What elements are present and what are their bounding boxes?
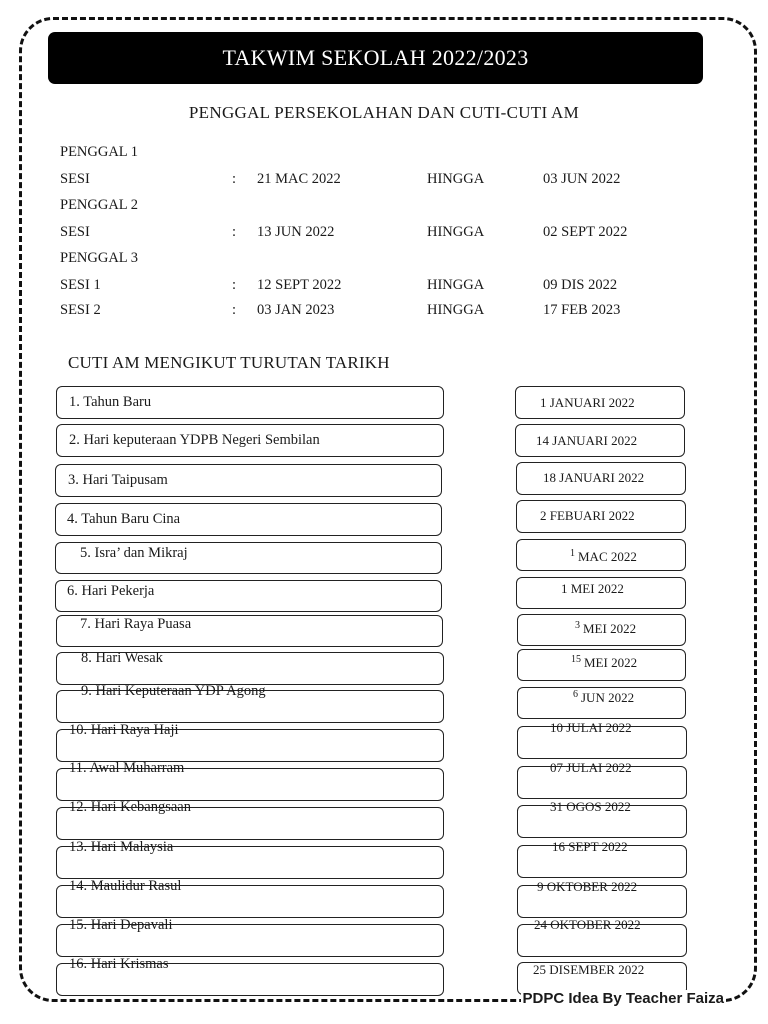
holiday-name: 7. Hari Raya Puasa	[80, 616, 192, 632]
holiday-name: 9. Hari Keputeraan YDP Agong	[81, 683, 266, 699]
term-1-until: HINGGA	[427, 171, 485, 187]
holiday-name: 15. Hari Depavali	[69, 917, 173, 933]
holiday-date-day: 6	[573, 689, 578, 700]
term-3-heading: PENGGAL 3	[60, 250, 139, 266]
holiday-date: 1 MEI 2022	[561, 581, 624, 596]
section-title: PENGGAL PERSEKOLAHAN DAN CUTI-CUTI AM	[188, 103, 580, 122]
holiday-name: 6. Hari Pekerja	[67, 583, 155, 599]
holiday-date-month: MAC 2022	[578, 549, 637, 564]
holiday-date	[575, 620, 636, 637]
term-1-heading: PENGGAL 1	[60, 144, 139, 160]
term-1-session-label: SESI	[60, 171, 90, 187]
term-3-session-1-end-date: 09 DIS 2022	[543, 277, 618, 293]
holiday-date-day: 15	[571, 654, 581, 665]
term-2-session-label: SESI	[60, 224, 90, 240]
holiday-name: 10. Hari Raya Haji	[69, 722, 179, 738]
holiday-name: 3. Hari Taipusam	[68, 472, 168, 488]
holiday-name: 16. Hari Krismas	[69, 956, 169, 972]
holiday-name: 4. Tahun Baru Cina	[67, 511, 181, 527]
holiday-date-month: MEI 2022	[584, 655, 638, 670]
holiday-date: 10 JULAI 2022	[550, 720, 632, 735]
holiday-name: 13. Hari Malaysia	[69, 839, 174, 855]
holiday-name: 5. Isra’ dan Mikraj	[80, 545, 188, 561]
holiday-date	[571, 654, 637, 671]
holiday-date: 16 SEPT 2022	[552, 839, 628, 854]
term-3-session-2-colon: :	[232, 302, 237, 318]
holiday-name: 1. Tahun Baru	[69, 394, 152, 410]
holiday-date-month: JUN 2022	[581, 690, 635, 705]
term-1-colon: :	[232, 171, 237, 187]
footer-credit: PDPC Idea By Teacher Faiza	[522, 990, 724, 1007]
holiday-list-heading: CUTI AM MENGIKUT TURUTAN TARIKH	[68, 353, 390, 372]
holiday-name: 14. Maulidur Rasul	[69, 878, 182, 894]
holiday-date	[570, 548, 637, 565]
term-3-session-2-label: SESI 2	[60, 302, 101, 318]
term-3-session-1-colon: :	[232, 277, 237, 293]
term-3-session-1-until: HINGGA	[427, 277, 485, 293]
holiday-date: 9 OKTOBER 2022	[537, 879, 638, 894]
holiday-date: 2 FEBUARI 2022	[540, 508, 635, 523]
holiday-date: 07 JULAI 2022	[550, 760, 632, 775]
page-title: TAKWIM SEKOLAH 2022/2023	[48, 32, 703, 84]
holiday-name: 8. Hari Wesak	[81, 650, 163, 666]
holiday-name: 12. Hari Kebangsaan	[69, 799, 191, 815]
term-1-start-date: 21 MAC 2022	[257, 171, 341, 187]
term-2-end-date: 02 SEPT 2022	[543, 224, 628, 240]
holiday-date: 14 JANUARI 2022	[536, 433, 638, 448]
holiday-date-month: MEI 2022	[583, 621, 637, 636]
holiday-date-day: 3	[575, 620, 580, 631]
term-3-session-1-label: SESI 1	[60, 277, 101, 293]
holiday-date: 24 OKTOBER 2022	[534, 917, 641, 932]
term-3-session-2-start-date: 03 JAN 2023	[257, 302, 335, 318]
holiday-date: 18 JANUARI 2022	[543, 470, 645, 485]
term-3-session-2-end-date: 17 FEB 2023	[543, 302, 621, 318]
holiday-date	[573, 689, 634, 706]
holiday-date: 1 JANUARI 2022	[540, 395, 635, 410]
term-3-session-2-until: HINGGA	[427, 302, 485, 318]
holiday-date-day: 1	[570, 548, 575, 559]
term-1-end-date: 03 JUN 2022	[543, 171, 621, 187]
holiday-date: 25 DISEMBER 2022	[533, 962, 645, 977]
term-2-colon: :	[232, 224, 237, 240]
term-3-session-1-start-date: 12 SEPT 2022	[257, 277, 342, 293]
holiday-name: 2. Hari keputeraan YDPB Negeri Sembilan	[69, 432, 320, 448]
holiday-name: 11. Awal Muharram	[69, 760, 185, 776]
term-2-until: HINGGA	[427, 224, 485, 240]
term-2-heading: PENGGAL 2	[60, 197, 139, 213]
term-2-start-date: 13 JUN 2022	[257, 224, 335, 240]
holiday-date: 31 OGOS 2022	[550, 799, 631, 814]
